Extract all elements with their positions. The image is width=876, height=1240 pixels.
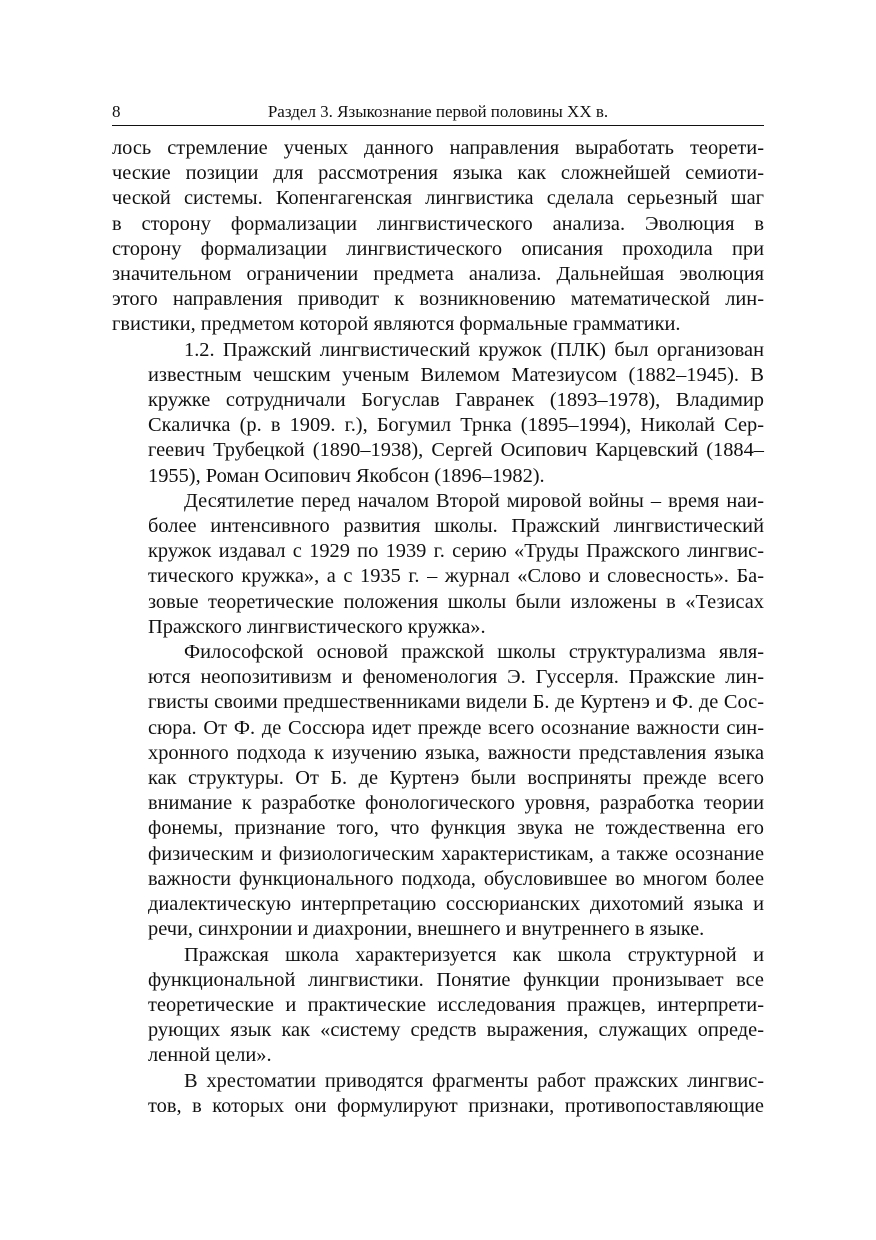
text-line: в сторону формализации лингвистического анализа. Эволюция в (112, 212, 764, 235)
text-line: ленной цели». (148, 1044, 272, 1067)
text-line: тов, в которых они формулируют признаки, противопоставляющие (148, 1094, 764, 1117)
paragraph-2 (112, 338, 764, 489)
text-line: тического кружка», а с 1935 г. – журнал «Слово и словесность». Ба- (148, 565, 764, 588)
text-line: геевич Трубецкой (1890–1938), Сергей Осипович Карцевский (1884– (148, 439, 764, 462)
text-line: фонемы, признание того, что функция звука не тождественна его (148, 817, 764, 840)
body-text (112, 136, 764, 1119)
text-line: Философской основой пражской школы структурализма явля- (184, 641, 764, 664)
text-line: теоретические и практические исследования пражцев, интерпрети- (148, 993, 764, 1016)
paragraph-5 (112, 943, 764, 1069)
text-line: значительном ограничении предмета анализа. Дальнейшая эволюция (112, 263, 764, 286)
text-line: этого направления приводит к возникновению математической лин- (112, 288, 764, 311)
paragraph-3 (112, 489, 764, 640)
text-line: ческой системы. Копенгагенская лингвистика сделала серьезный шаг (112, 187, 764, 210)
text-line: гвистики, предметом которой являются формальные грамматики. (112, 313, 681, 336)
paragraph-1 (112, 136, 764, 338)
paragraph-6 (112, 1069, 764, 1119)
text-line: лось стремление ученых данного направления выработать теорети- (112, 137, 764, 159)
text-line: Десятилетие перед началом Второй мировой войны – время наи- (184, 489, 764, 512)
text-line: Скаличка (р. в 1909. г.), Богумил Трнка (1895–1994), Николай Сер- (148, 414, 764, 437)
text-line: физическим и физиологическим характеристикам, а также осознание (148, 842, 764, 865)
text-line: речи, синхронии и диахронии, внешнего и внутреннего в языке. (148, 918, 705, 941)
text-line: В хрестоматии приводятся фрагменты работ пражских лингвис- (184, 1069, 764, 1092)
text-line: сюра. От Ф. де Соссюра идет прежде всего осознание важности син- (148, 716, 764, 739)
text-line: важности функционального подхода, обусловившее во многом более (148, 867, 764, 890)
running-title: Раздел 3. Языкознание первой половины XX в. (267, 102, 609, 121)
text-line: хронного подхода к изучению языка, важности представления языка (148, 741, 764, 764)
header-rule (112, 125, 764, 126)
paragraph-4 (112, 640, 764, 942)
text-line: зовые теоретические положения школы были изложены в «Тезисах (148, 590, 764, 613)
text-line: внимание к разработке фонологического уровня, разработка теории (148, 792, 764, 815)
text-line: Пражская школа характеризуется как школа структурной и (184, 943, 764, 966)
text-line: гвисты своими предшественниками видели Б. де Куртенэ и Ф. де Сос- (148, 691, 764, 714)
text-line: 1955), Роман Осипович Якобсон (1896–1982). (148, 464, 545, 487)
text-line: диалектическую интерпретацию соссюрианских дихотомий языка и (148, 893, 764, 916)
page-number: 8 (112, 102, 121, 121)
text-line: Пражского лингвистического кружка». (148, 615, 486, 638)
text-line: 1.2. Пражский лингвистический кружок (ПЛК) был организован (184, 338, 764, 361)
text-line: ческие позиции для рассмотрения языка как сложнейшей семиоти- (112, 162, 764, 185)
text-line: как структуры. От Б. де Куртенэ были восприняты прежде всего (148, 767, 764, 790)
text-line: ются неопозитивизм и феноменология Э. Гуссерля. Пражские лин- (148, 666, 764, 689)
text-line: кружок издавал с 1929 по 1939 г. серию «Труды Пражского лингвис- (148, 540, 764, 563)
text-line: более интенсивного развития школы. Пражский лингвистический (148, 515, 764, 538)
text-line: функциональной лингвистики. Понятие функции пронизывает все (148, 968, 764, 991)
text-line: рующих язык как «систему средств выражения, служащих опреде- (148, 1019, 764, 1042)
text-line: сторону формализации лингвистического описания проходила при (112, 237, 764, 260)
text-line: известным чешским ученым Вилемом Матезиусом (1882–1945). В (148, 363, 764, 386)
text-line: кружке сотрудничали Богуслав Гавранек (1893–1978), Владимир (148, 389, 764, 412)
running-head (112, 100, 764, 124)
